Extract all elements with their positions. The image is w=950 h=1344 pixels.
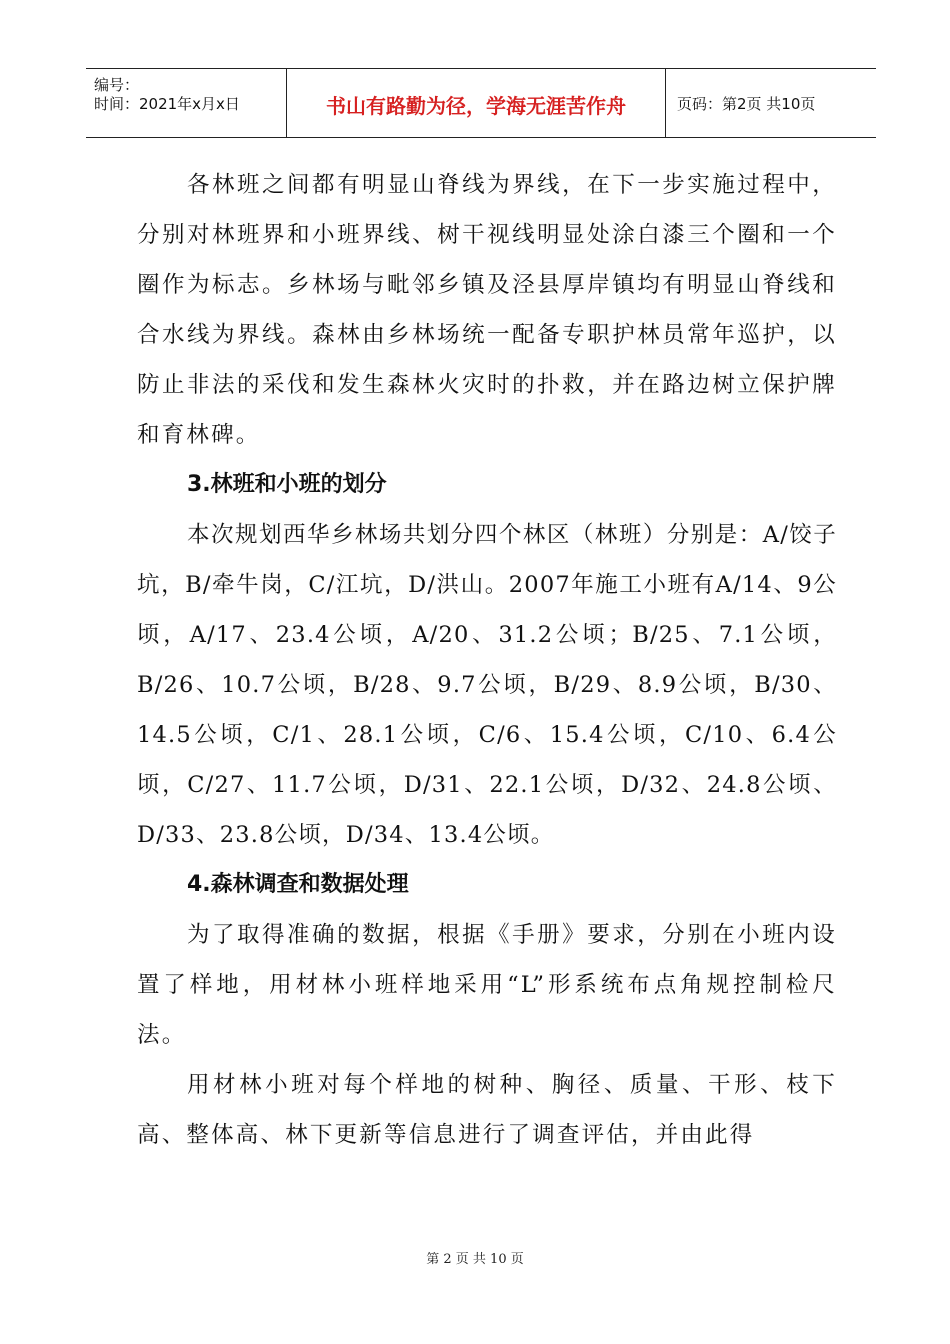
document-number-label: 编号： <box>94 76 140 94</box>
paragraph-compartments: 本次规划西华乡林场共划分四个林区（林班）分别是：A/饺子坑，B/牵牛岗，C/江坑，D/洪山。2007年施工小班有A/14、9公顷，A/17、23.4公顷，A/20、31.2公顷；B/25、7.1公顷，B/26、10.7公顷，B/28、9.7公顷，B/29、8.9公顷，B/30、14.5公顷，C/1、28.1公顷，C/6、15.4公顷，C/10、6.4公顷，C/27、11.7公顷，D/31、22.1公顷，D/32、24.8公顷、D/33、23.8公顷，D/34、13.4公顷。 <box>137 522 837 848</box>
page-header <box>86 68 876 138</box>
document-date-label: 时间：2021年x月x日 <box>94 95 240 113</box>
header-motto-cell <box>286 69 666 137</box>
section-heading-3: 3.林班和小班的划分 <box>187 472 387 497</box>
header-page-cell <box>665 69 876 137</box>
header-motto: 书山有路勤为径，学海无涯苦作舟 <box>326 94 626 118</box>
paragraph-boundaries: 各林班之间都有明显山脊线为界线，在下一步实施过程中，分别对林班界和小班界线、树干视线明显处涂白漆三个圈和一个圈作为标志。乡林场与毗邻乡镇及泾县厚岸镇均有明显山脊线和合水线为界线。森林由乡林场统一配备专职护林员常年巡护，以防止非法的采伐和发生森林火灾时的扑救，并在路边树立保护牌和育林碑。 <box>137 172 837 448</box>
header-meta-cell <box>86 69 286 137</box>
document-body <box>137 160 837 1160</box>
page-footer: 第 2 页 共 10 页 <box>426 1252 524 1267</box>
paragraph-survey: 用材林小班对每个样地的树种、胸径、质量、干形、枝下高、整体高、林下更新等信息进行了调查评估，并由此得 <box>137 1072 837 1148</box>
header-page-info: 页码：第2页 共10页 <box>677 95 816 113</box>
paragraph-sampling: 为了取得准确的数据，根据《手册》要求，分别在小班内设置了样地，用材林小班样地采用“L”形系统布点角规控制检尺法。 <box>137 922 837 1048</box>
section-heading-4: 4.森林调查和数据处理 <box>187 872 409 897</box>
